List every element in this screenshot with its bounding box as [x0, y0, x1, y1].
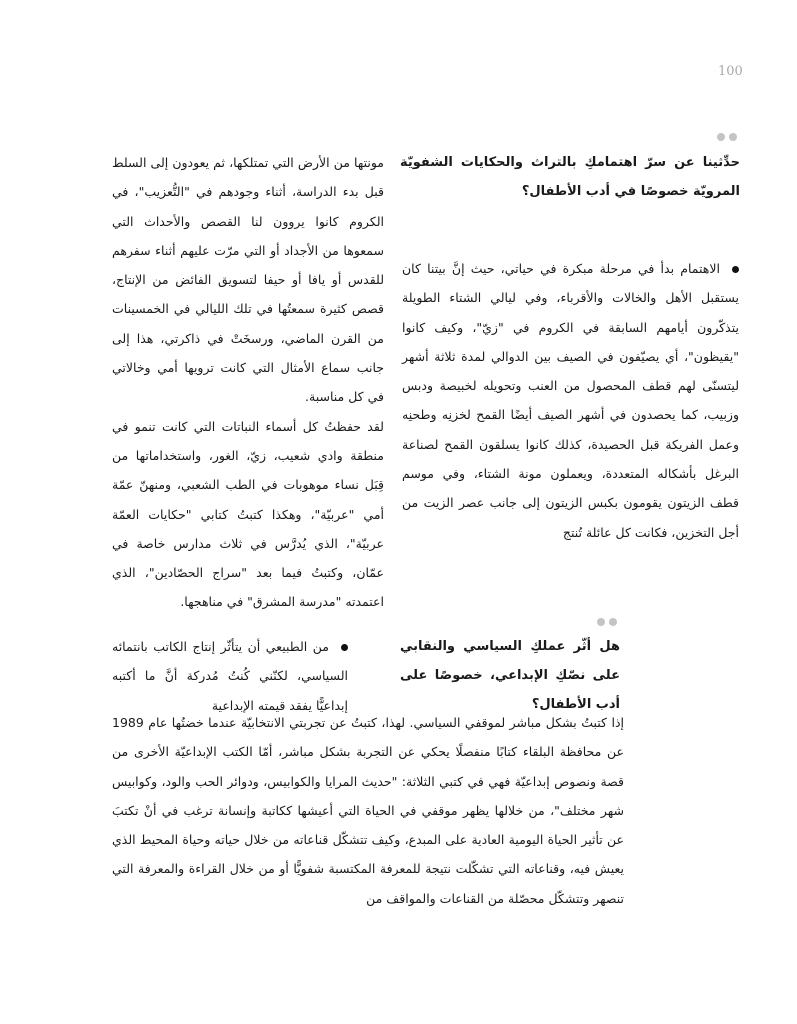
dot [597, 618, 605, 626]
section-marker-dots [717, 133, 737, 141]
bullet-icon [732, 266, 739, 273]
dot [729, 133, 737, 141]
dot [609, 618, 617, 626]
answer-paragraph [402, 254, 739, 547]
answer-paragraph: إذا كتبتُ بشكل مباشر لموقفي السياسي. لهذا، كتبتُ عن تجربتي الانتخابيّة عندما خضتُها عام 1989 عن محافظة البلقاء كتابًا منفصلًا يحكي عن التجربة بشكل مباشر، أمّا الكتب الإبداعيّة الأخرى من قصة ونصوص إبداعيّة فهي في كتبي الثلاثة: "حديث المرايا والكوابيس، ودوائر الحب والود، وكوابيس شهر مختلف"، من خلالها يظهر موقفي في الحياة التي أعيشها ككاتبة وإنسانة ترغب في أنْ تكتبَ عن تأثير الحياة اليومية العادية على المبدع، وكيف تتشكّل قناعاته من خلال حياته وحياة المحيط الذي يعيش فيه، وقناعاته التي تشكّلت نتيجة للمعرفة المكتسبة شفويًّا أو من خلال القراءة والمعرفة التي تنصهر وتتشكّل محصّلة من القناعات والمواقف من [112, 715, 624, 906]
dot [717, 133, 725, 141]
answer-bullet-block [112, 632, 348, 720]
answer-body [112, 708, 624, 913]
question-heading-1: حدِّثينا عن سرّ اهتمامكِ بالتراث والحكايات الشفويّة المرويّة خصوصًا في أدب الأطفال؟ [400, 155, 740, 199]
answer-column-right [402, 254, 739, 547]
answer-column-left [112, 148, 384, 617]
section-marker-dots [597, 618, 617, 626]
answer-text: من الطبيعي أن يتأثّر إنتاج الكاتب بانتمائه السياسي، لكنّني كُنتُ مُدركة أنَّ ما أكتبه إبداعيًّا يفقد قيمته الإبداعية [112, 639, 348, 713]
answer-paragraph: مونتها من الأرض التي تمتلكها، ثم يعودون إلى السلط قبل بدء الدراسة، أثناء وجودهم في "التُّعزيب"، في الكروم كانوا يروون لنا القصص والأحداث التي سمعوها من الأجداد أو التي مرّت عليهم أثناء سفرهم للقدس أو يافا أو حيفا لتسويق الفائض من الإنتاج، قصص كثيرة سمعتُها في تلك الليالي في الخمسينات من القرن الماضي، ورسخَتْ في ذاكرتي، هذا إلى جانب سماع الأمثال التي كانت ترويها أمي وخالاتي في كل مناسبة. [112, 155, 384, 405]
page-number: 100 [718, 64, 743, 79]
question-heading-2: هل أثّر عملكِ السياسي والنقابي على نصّكِ الإبداعي، خصوصًا على أدب الأطفال؟ [400, 639, 620, 712]
answer-text: الاهتمام بدأ في مرحلة مبكرة في حياتي، حيث إنَّ بيتنا كان يستقبل الأهل والخالات والأقرباء، وفي ليالي الشتاء الطويلة يتذكّرون أيامهم السابقة في الكروم في "زيّ"، وكيف كانوا "يقيظون"، أي يصيّفون في الصيف بين الدوالي لمدة ثلاثة أشهر ليتسنّى لهم قطف المحصول من العنب وتحويله لخبيصة ودبس وزبيب، كما يحصدون في أشهر الصيف أيضًا القمح لخزنِه وطحنِه وعمل الفريكة قبل الحصيدة، كذلك كانوا يسلقون القمح لصناعة البرغل بأشكاله المتعددة، ويعملون مونة الشتاء، وفي موسم قطف الزيتون يقومون بكبس الزيتون إلى جانب عصر الزيت من أجل التخزين، فكانت كل عائلة تُنتج [402, 261, 739, 540]
bullet-icon [341, 644, 348, 651]
answer-paragraph [112, 632, 348, 720]
answer-paragraph: لقد حفظتُ كل أسماء النباتات التي كانت تنمو في منطقة وادي شعيب، زيّ، الغور، واستخداماتها من قِبَل نساء موهوبات في الطب الشعبي، ومنهنّ عمّة أمي "عربيّة"، وهكذا كتبتُ كتابي "حكايات العمّة عربيّة"، الذي يُدرَّس في ثلاث مدارس خاصة في عمّان، وكتبتُ فيما بعد "سراج الحصّادين"، الذي اعتمدته "مدرسة المشرق" في مناهجها. [112, 418, 384, 610]
